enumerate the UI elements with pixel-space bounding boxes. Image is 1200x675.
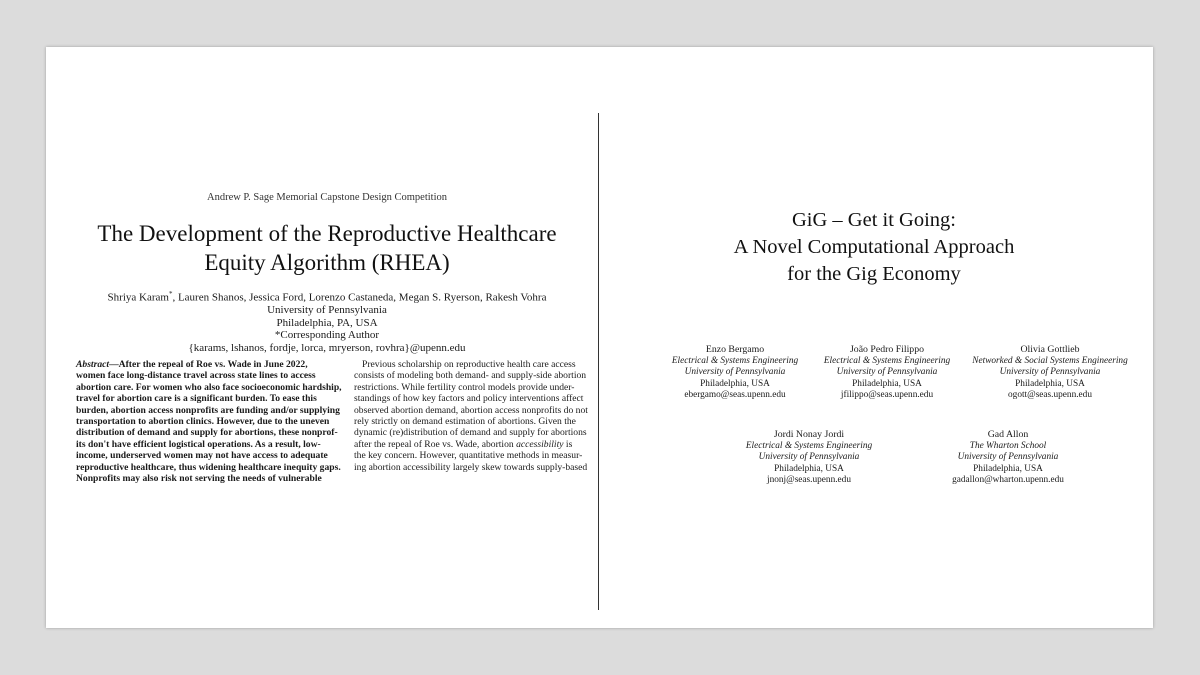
abstract-line: abortion care. For women who also face socioeconomic hardship,	[76, 381, 342, 393]
abstract-line: reproductive healthcare, thus widening healthcare inequity gaps.	[76, 461, 341, 473]
conference-header: Andrew P. Sage Memorial Capstone Design Competition	[206, 192, 447, 203]
body-line: ing abortion accessibility largely skew towards supply-based	[354, 461, 588, 473]
author-dept: Networked & Social Systems Engineering	[972, 355, 1128, 366]
left-emails: {karams, lshanos, fordje, lorca, mryerson, rovhra}@upenn.edu	[188, 341, 466, 354]
abstract-line: burden, abortion access nonprofits are funding and/or supplying	[76, 404, 340, 416]
left-paper-excerpt	[72, 192, 588, 485]
body-line: the key concern. However, quantitative methods in measur-	[354, 450, 583, 462]
right-paper-title	[624, 207, 1124, 288]
corresponding-author-note: *Corresponding Author	[274, 329, 380, 342]
author-affiliation	[650, 344, 820, 402]
abstract-line: transportation to abortion clinics. However, due to the uneven	[76, 416, 330, 428]
abstract-line: travel for abortion care is a significant burden. To ease this	[76, 393, 317, 405]
body-text-column	[354, 359, 588, 473]
left-title-line-2: Equity Algorithm (RHEA)	[204, 250, 450, 275]
author-email: ogott@seas.upenn.edu	[1008, 390, 1092, 400]
other-authors: , Lauren Shanos, Jessica Ford, Lorenzo Castaneda, Megan S. Ryerson, Rakesh Vohra	[172, 291, 547, 304]
author-school: University of Pennsylvania	[684, 367, 786, 377]
abstract-label: Abstract	[76, 359, 110, 370]
author-dept: The Wharton School	[969, 440, 1047, 451]
body-line: restrictions. While fertility control models provide under-	[354, 381, 575, 393]
body-line: observed abortion demand, abortion access nonprofits do not	[354, 404, 588, 416]
body-line: standings of how key factors and policy interventions affect	[354, 393, 584, 405]
body-line: Previous scholarship on reproductive health care access	[362, 359, 576, 370]
abstract-line: distribution of demand and supply for abortions, these nonprof-	[76, 427, 338, 439]
author-dept: Electrical & Systems Engineering	[671, 355, 799, 366]
left-university: University of Pennsylvania	[267, 304, 387, 317]
abstract-line: income, underserved women may not have access to adequate	[76, 450, 328, 462]
first-author: Shriya Karam	[107, 291, 169, 304]
author-name: Gad Allon	[987, 429, 1029, 440]
author-location: Philadelphia, USA	[774, 463, 844, 474]
author-location: Philadelphia, USA	[700, 378, 770, 389]
abstract-line: Abstract—After the repeal of Roe vs. Wade in June 2022,	[76, 359, 308, 370]
author-name: Olivia Gottlieb	[1020, 344, 1080, 355]
right-paper-excerpt	[624, 207, 1128, 487]
author-affiliation	[724, 429, 894, 487]
emphasis-accessibility: accessibility	[516, 438, 564, 450]
author-location: Philadelphia, USA	[1015, 378, 1085, 389]
author-location: Philadelphia, USA	[852, 378, 922, 389]
author-email: jnonj@seas.upenn.edu	[767, 475, 851, 485]
left-location: Philadelphia, PA, USA	[276, 316, 378, 329]
author-school: University of Pennsylvania	[957, 452, 1059, 462]
author-name: João Pedro Filippo	[849, 344, 925, 355]
author-email: ebergamo@seas.upenn.edu	[684, 390, 786, 400]
author-name: Enzo Bergamo	[705, 344, 765, 355]
right-title-line-1: GiG – Get it Going:	[792, 209, 956, 231]
author-school: University of Pennsylvania	[758, 452, 860, 462]
corresponding-mark: *	[168, 290, 173, 298]
author-affiliation	[802, 344, 972, 402]
body-line: rely strictly on demand estimation of abortions. Given the	[354, 416, 576, 428]
paper-comparison-card	[46, 47, 1153, 628]
body-line: after the repeal of Roe vs. Wade, abortion accessibility is	[354, 438, 573, 450]
author-location: Philadelphia, USA	[973, 463, 1043, 474]
abstract-column	[76, 359, 342, 485]
author-affiliation	[960, 344, 1140, 402]
left-paper-title	[72, 219, 582, 277]
left-author-names	[72, 288, 582, 304]
author-email: jfilippo@seas.upenn.edu	[840, 390, 934, 400]
author-name: Jordi Nonay Jordi	[773, 429, 845, 440]
abstract-line: Nonprofits may also risk not serving the needs of vulnerable	[76, 473, 322, 485]
body-line: dynamic (re)distribution of demand and supply for abortions	[354, 427, 587, 439]
vertical-divider	[598, 113, 599, 610]
author-dept: Electrical & Systems Engineering	[823, 355, 951, 366]
body-line: consists of modeling both demand- and supply-side abortion	[354, 370, 587, 382]
author-dept: Electrical & Systems Engineering	[745, 440, 873, 451]
abstract-line: its don't have efficient logistical operations. As a result, low-	[76, 438, 321, 450]
right-title-line-2: A Novel Computational Approach	[733, 236, 1015, 258]
left-author-block	[72, 288, 582, 354]
left-title-line-1: The Development of the Reproductive Healthcare	[97, 221, 557, 246]
author-email: gadallon@wharton.upenn.edu	[952, 475, 1064, 485]
abstract-line: women face long-distance travel across state lines to access	[76, 370, 316, 382]
author-school: University of Pennsylvania	[836, 367, 938, 377]
author-affiliation	[923, 429, 1093, 487]
author-school: University of Pennsylvania	[999, 367, 1101, 377]
right-title-line-3: for the Gig Economy	[787, 263, 961, 285]
